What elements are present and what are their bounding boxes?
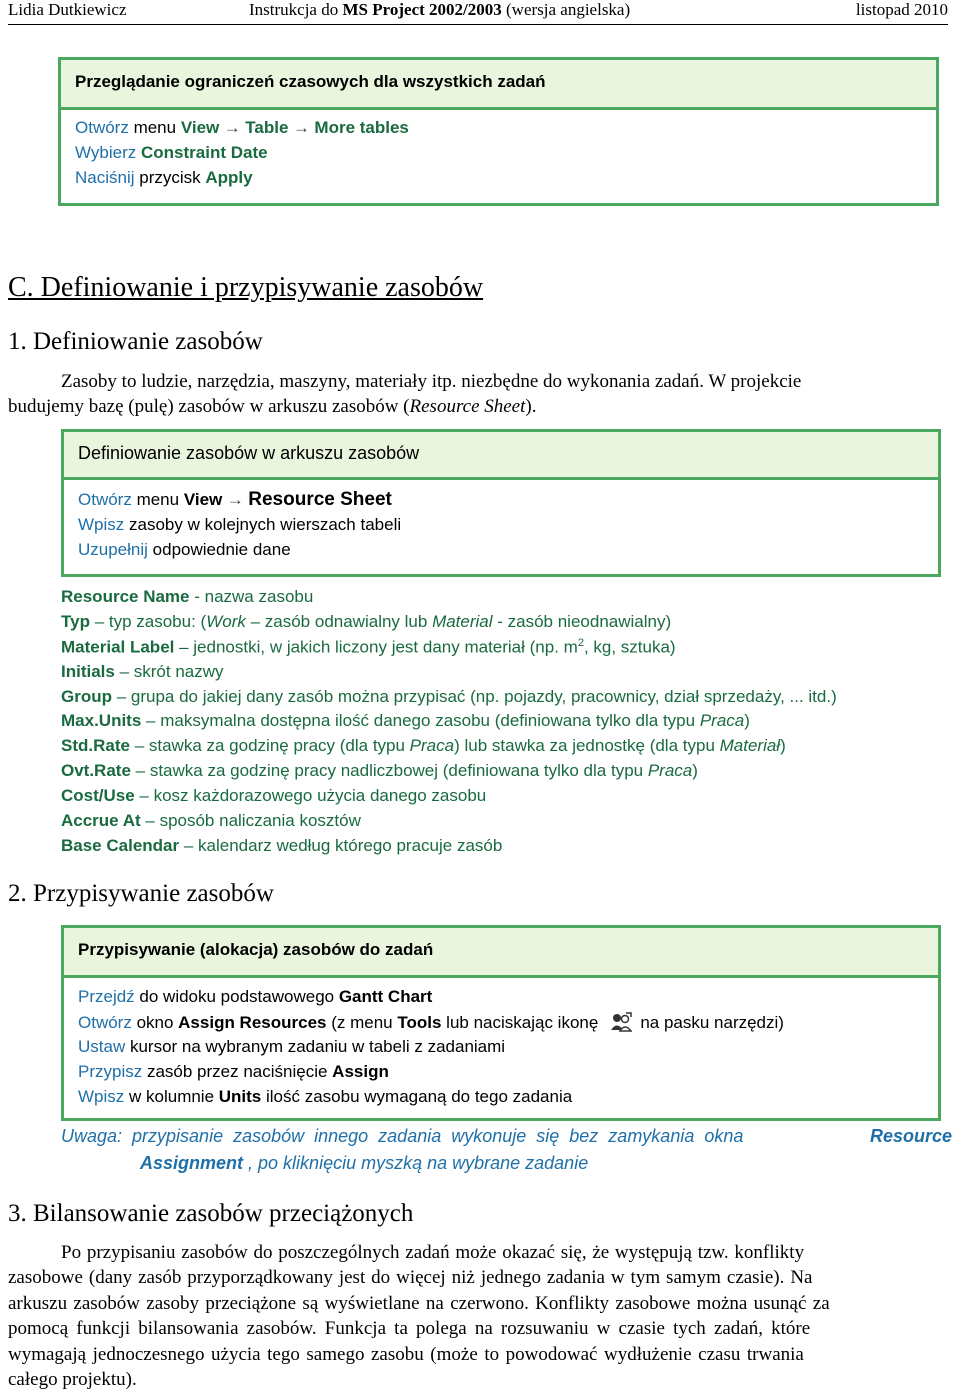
step-verb: Wybierz — [75, 143, 137, 162]
step-line — [78, 1087, 572, 1107]
assign-resources-term: Assign Resources — [178, 1013, 327, 1032]
def-text: – sposób naliczania kosztów — [140, 811, 361, 830]
def-resource-name — [61, 587, 313, 607]
menu-resource-sheet: Resource Sheet — [248, 489, 392, 510]
section-heading: C. Definiowanie i przypisywanie zasobów — [8, 272, 484, 303]
assign-resources-icon — [610, 1012, 632, 1032]
def-text: – maksymalna dostępna ilość danego zasobu (definiowana tylko dla typu — [141, 711, 700, 730]
step-line — [78, 489, 392, 511]
step-verb: Otwórz — [75, 118, 129, 137]
def-term: Max.Units — [61, 711, 142, 730]
menu-more-tables: More tables — [314, 118, 409, 137]
step-text: kursor na wybranym zadaniu w tabeli z zadaniami — [125, 1037, 506, 1056]
paragraph-1-line-2 — [8, 396, 536, 418]
gantt-chart-term: Gantt Chart — [338, 987, 433, 1006]
step-verb: Uzupełnij — [78, 540, 148, 559]
step-text: (z menu — [326, 1013, 398, 1032]
para-text: ). — [525, 396, 537, 417]
def-italic: Materiał — [719, 736, 781, 755]
def-text: - zasób nieodnawialny) — [492, 612, 672, 631]
para3-line-3: arkuszu zasobów zasoby przeciążone są wyświetlane na czerwono. Konflikty zasobowe można usunąć za — [8, 1293, 830, 1314]
units-term: Units — [218, 1087, 262, 1106]
def-term: Cost/Use — [61, 786, 135, 805]
box-heading: Przypisywanie (alokacja) zasobów do zadań — [64, 928, 938, 978]
def-term: Initials — [61, 662, 115, 681]
step-text: do widoku podstawowego — [134, 987, 339, 1006]
apply-label: Apply — [205, 168, 253, 187]
step-text: menu — [131, 490, 184, 509]
para-text: budujemy bazę (pulę) zasobów w arkuszu zasobów ( — [8, 396, 410, 417]
tools-menu-term: Tools — [397, 1013, 442, 1032]
def-italic: Praca — [699, 711, 745, 730]
step-line — [78, 987, 432, 1007]
def-text: – stawka za godzinę pracy nadliczbowej (definiowana tylko dla typu — [130, 761, 648, 780]
def-text: – skrót nazwy — [114, 662, 224, 681]
def-term: Material Label — [61, 637, 175, 657]
def-term: Resource Name — [61, 587, 190, 606]
subsection-heading-3: 3. Bilansowanie zasobów przeciążonych — [8, 1200, 414, 1227]
step-text: przycisk — [134, 168, 206, 187]
def-term: Typ — [61, 612, 90, 631]
para3-line-6: całego projektu). — [8, 1369, 137, 1390]
para3-line-1: Po przypisaniu zasobów do poszczególnych zadań może okazać się, że występują tzw. konflikty — [61, 1242, 805, 1263]
doc-title-prefix: Instrukcja do — [249, 0, 343, 19]
def-term: Std.Rate — [61, 736, 130, 755]
def-text: – kalendarz według którego pracuje zasób — [179, 836, 503, 855]
assign-term: Assign — [332, 1062, 389, 1081]
def-term: Ovt.Rate — [61, 761, 131, 780]
menu-table: Table — [245, 118, 289, 137]
doc-title-bold: MS Project 2002/2003 — [342, 0, 502, 19]
step-line — [78, 1062, 389, 1082]
author: Lidia Dutkiewicz — [8, 0, 127, 19]
step-line — [78, 1037, 505, 1057]
box-define-resources — [61, 429, 941, 577]
page-header — [8, 0, 948, 25]
step-line — [75, 118, 409, 138]
def-ovt-rate — [61, 761, 698, 781]
def-text: – stawka za godzinę pracy (dla typu — [129, 736, 410, 755]
note-line-2 — [140, 1153, 588, 1174]
def-max-units — [61, 711, 750, 731]
step-verb: Naciśnij — [75, 168, 135, 187]
subsection-heading-1: 1. Definiowanie zasobów — [8, 328, 263, 355]
step-line — [78, 540, 291, 560]
arrow-right-icon: → — [226, 490, 244, 509]
def-text: - nazwa zasobu — [189, 587, 314, 606]
step-verb: Otwórz — [78, 490, 132, 509]
step-text: ilość zasobu wymaganą do tego zadania — [261, 1087, 573, 1106]
constraint-date: Constraint Date — [140, 143, 268, 162]
def-material-label — [61, 637, 676, 658]
step-verb: Przypisz — [78, 1062, 143, 1081]
doc-title — [249, 0, 630, 20]
paragraph-1-line-1: Zasoby to ludzie, narzędzia, maszyny, materiały itp. niezbędne do wykonania zadań. W projekcie — [61, 371, 802, 392]
note-bold: Resource — [869, 1126, 952, 1146]
resource-sheet-term: Resource Sheet — [409, 396, 526, 417]
box-heading: Definiowanie zasobów w arkuszu zasobów — [64, 432, 938, 480]
def-term: Accrue At — [61, 811, 141, 830]
def-text: – kosz każdorazowego użycia danego zasobu — [134, 786, 487, 805]
step-text: okno — [131, 1013, 179, 1032]
def-group — [61, 687, 837, 707]
step-text: zasób przez naciśnięcie — [142, 1062, 333, 1081]
def-base-calendar — [61, 836, 502, 856]
subsection-heading-2: 2. Przypisywanie zasobów — [8, 880, 274, 907]
step-text: lub naciskając ikonę — [441, 1013, 599, 1032]
para3-line-5: wymagają jednoczesnego użycia tego samego zasobu (może to powodować wydłużenie czasu trwania — [8, 1344, 804, 1365]
step-text: na pasku narzędzi) — [640, 1013, 784, 1032]
step-text: odpowiednie dane — [147, 540, 291, 559]
def-term: Group — [61, 687, 112, 706]
def-type — [61, 612, 671, 632]
arrow-right-icon: → — [292, 118, 310, 137]
doc-date: listopad 2010 — [855, 0, 948, 19]
doc-title-suffix: (wersja angielska) — [501, 0, 631, 19]
def-text: ) lub stawka za jednostkę (dla typu — [454, 736, 720, 755]
def-text: – zasób odnawialny lub — [245, 612, 433, 631]
def-text: ) — [692, 761, 698, 780]
step-verb: Przejdź — [78, 987, 135, 1006]
step-line — [75, 143, 268, 163]
def-italic: Praca — [647, 761, 693, 780]
step-text: menu — [128, 118, 181, 137]
def-cost-use — [61, 786, 486, 806]
menu-view: View — [183, 490, 223, 509]
note-bold: Assignment — [140, 1153, 249, 1173]
step-line — [78, 515, 401, 535]
def-text: – grupa do jakiej dany zasób można przypisać (np. pojazdy, pracownicy, dział sprzedaży, ... itd.) — [112, 687, 837, 706]
step-verb: Otwórz — [78, 1013, 132, 1032]
def-italic: Work — [206, 612, 246, 631]
note-text: , po kliknięciu myszką na wybrane zadanie — [248, 1153, 589, 1173]
step-line — [78, 1012, 784, 1033]
def-text: – jednostki, w jakich liczony jest dany materiał (np. m — [174, 637, 578, 657]
def-initials — [61, 662, 224, 682]
step-verb: Ustaw — [78, 1037, 126, 1056]
arrow-right-icon: → — [223, 118, 241, 137]
menu-view: View — [180, 118, 220, 137]
step-text: w kolumnie — [124, 1087, 219, 1106]
def-italic: Material — [432, 612, 493, 631]
note-text: Uwaga: przypisanie zasobów innego zadania wykonuje się bez zamykania okna — [61, 1126, 744, 1146]
step-verb: Wpisz — [78, 515, 125, 534]
para3-line-4: pomocą funkcji bilansowania zasobów. Funkcja ta polega na rozsuwaniu w czasie tych zadań, które — [8, 1318, 811, 1339]
def-italic: Praca — [409, 736, 455, 755]
step-verb: Wpisz — [78, 1087, 125, 1106]
def-superscript: 2 — [577, 637, 584, 649]
def-accrue-at — [61, 811, 361, 831]
note-line-1 — [61, 1126, 952, 1147]
def-term: Base Calendar — [61, 836, 180, 855]
para3-line-2: zasobowe (dany zasób przyporządkowany jest do więcej niż jednego zadania w tym samym czasie). Na — [8, 1267, 813, 1288]
box-constraints — [58, 57, 939, 206]
box-assign-resources — [61, 925, 941, 1121]
step-text: zasoby w kolejnych wierszach tabeli — [124, 515, 402, 534]
box-heading: Przeglądanie ograniczeń czasowych dla wszystkich zadań — [61, 60, 936, 110]
def-text: – typ zasobu: ( — [89, 612, 207, 631]
def-text: , kg, sztuka) — [583, 637, 676, 657]
def-text: ) — [780, 736, 786, 755]
def-std-rate — [61, 736, 786, 756]
def-text: ) — [744, 711, 750, 730]
step-line — [75, 168, 253, 188]
